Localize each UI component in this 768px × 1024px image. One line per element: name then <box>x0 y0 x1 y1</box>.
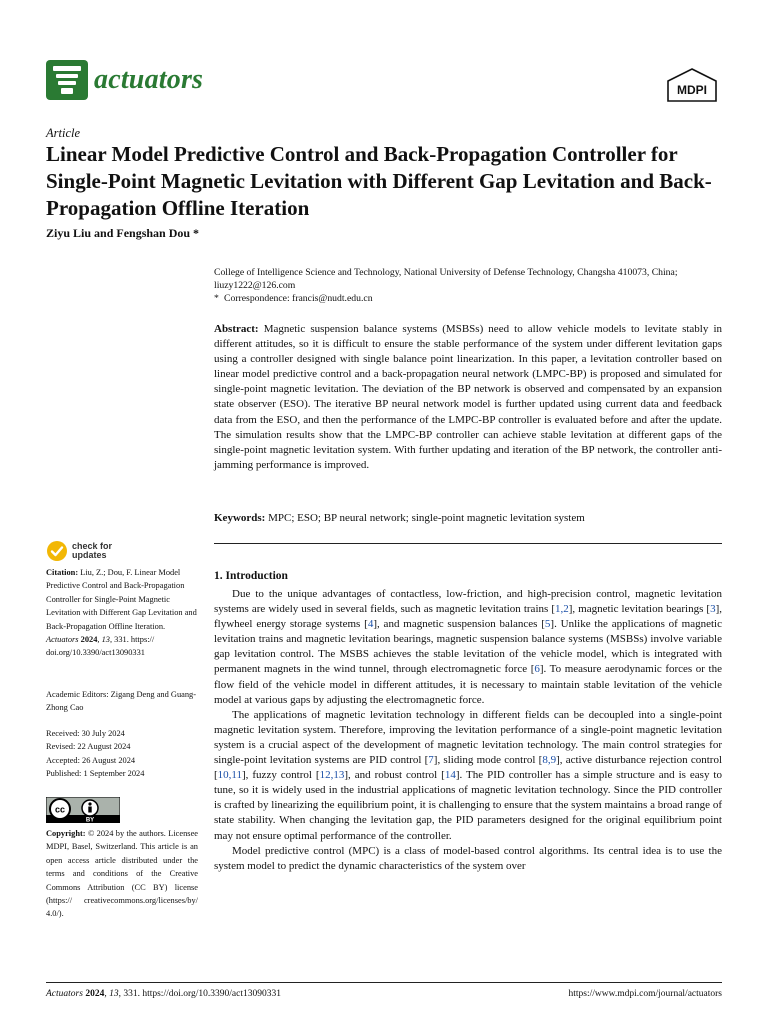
check-updates-line2: updates <box>72 550 107 560</box>
date-published: Published: 1 September 2024 <box>46 769 145 779</box>
citation-volume: 13 <box>101 635 110 645</box>
footer-journal-url[interactable]: https://www.mdpi.com/journal/actuators <box>568 989 722 999</box>
person-icon <box>88 802 91 805</box>
footer-year: 2024 <box>85 989 105 999</box>
footer-doi[interactable]: , 331. https://doi.org/10.3390/act13090331 <box>118 989 281 999</box>
citation-text: Liu, Z.; Dou, F. Linear Model Predictive Control and Back-Propagation Controller for Single-Point Magnetic Levitation with Different Gap Levitation and Back-Propagation Offline Iteration. <box>46 568 197 631</box>
abstract <box>214 322 722 473</box>
citation-link[interactable]: 5 <box>544 618 551 631</box>
keywords-text: MPC; ESO; BP neural network; single-point magnetic levitation system <box>268 512 585 524</box>
paragraph-2: The applications of magnetic levitation technology in different fields can be decoupled into a single-point magnetic levitation system. Therefore, improving the levitation performance of a single-point magnetic levitation system is a crucial aspect of the development of magnetic levitation technology. The main control strategies for single-point levitation systems are PID control [7], sliding mode control [8,9], active disturbance rejection control [10,11], fuzzy control [12,13], and robust control [14]. The PID controller has a simple structure and is easy to tune, so it is widely used in the industrial applications of magnetic levitation technology. Since the PID controller is crafted by linearizing the equilibrium point, it is challenging to ensure that the system maintains a broad range of state stability. When changing the levitation gap, the PID parameters designed for the original equilibrium point may not ensure optimal performance of the controller. <box>214 708 723 842</box>
citation-label: Citation: <box>46 568 79 577</box>
citation-link[interactable]: 10,11 <box>217 769 243 782</box>
citation-link[interactable]: 1,2 <box>554 603 569 616</box>
abstract-text: Magnetic suspension balance systems (MSBSs) need to allow vehicle models to levitate stably in different attitudes, so it is difficult to ensure the stable performance of the system under different levitation gaps using a controller designed with single balance point linearization. In this paper, a levitation controller based on linear model predictive control and a back-propagation neural network (LMPC-BP) is proposed and simulated for single-point magnetic levitation. The deviation of the BP network is observed and compensated by an expansion state observer (ESO). The iterative BP neural network model is further updated using current data and feedback data from the ESO, and then the performance of the LMPC-BP controller is evaluated before and after the update. The simulation results show that the LMPC-BP controller can achieve stable levitation at different gaps of the single-point magnetic levitation system. With further updating and iteration of the BP network, the controller anti-jamming performance is improved. <box>214 323 723 471</box>
publication-dates <box>46 727 198 781</box>
footer-divider <box>46 982 722 983</box>
editors-names: Zigang Deng and Guang-Zhong Cao <box>46 690 197 713</box>
citation-link[interactable]: 3 <box>710 603 716 616</box>
article-type: Article <box>46 126 81 140</box>
actuators-logo-icon <box>46 60 88 100</box>
citation-doi[interactable]: , 331. https:// doi.org/10.3390/act13090331 <box>46 635 155 658</box>
copyright-text: © 2024 by the authors. Licensee MDPI, Basel, Switzerland. This article is an open access article distributed under the terms and conditions of the Creative Commons Attribution (CC BY) license (https:// creativecommons.org/licenses/by/ 4.0/). <box>46 829 198 919</box>
citation-link[interactable]: 7 <box>428 754 434 767</box>
citation-journal: Actuators <box>46 635 79 645</box>
cc-text: cc <box>54 804 66 815</box>
citation-link[interactable]: 12,13 <box>319 769 345 782</box>
footer-journal: Actuators <box>46 989 83 999</box>
paragraph-3: Model predictive control (MPC) is a class of model-based control algorithms. Its central idea is to use the system model to predict the dynamic characteristics of the system over <box>214 844 722 872</box>
footer-volume: 13 <box>109 989 119 999</box>
abstract-label: Abstract: <box>214 323 259 335</box>
citation-link[interactable]: 8,9 <box>542 754 557 767</box>
mdpi-logo[interactable] <box>666 68 718 102</box>
publisher-name: MDPI <box>677 83 707 97</box>
footer-citation: Actuators 2024, 13, 331. https://doi.org/10.3390/act13090331 <box>46 989 281 999</box>
date-revised: Revised: 22 August 2024 <box>46 742 131 752</box>
paragraph-1: Due to the unique advantages of contactless, low-friction, and high-precision control, magnetic levitation systems are widely used in several fields, such as magnetic levitation trains [1,2], magnetic levitation bearings [3], flywheel energy storage systems [4], and magnetic suspension balances [5]. Unlike the applications of magnetic levitation trains and magnetic levitation bearings, magnetic suspension balance systems (MSBSs) involve variable gap levitation control. The MSBS achieves the stable levitation of the vehicle model, which is integrated with permanent magnets in the wind tunnel, through electromagnetic force [6]. To measure aerodynamic forces or the flow field of the vehicle model in different attitudes, it is necessary to maintain stable levitation of the vehicle model at various gaps by adjusting the electromagnetic force. <box>214 588 723 706</box>
affiliation: College of Intelligence Science and Technology, National University of Defense Technology, Changsha 410073, China; liuzy1222@126.com <box>214 267 678 291</box>
journal-logo[interactable] <box>46 60 203 100</box>
keywords <box>214 511 722 526</box>
correspondence-email[interactable]: Correspondence: francis@nudt.edu.cn <box>224 293 373 304</box>
copyright-label: Copyright: <box>46 829 86 838</box>
affiliation-block <box>214 266 722 305</box>
correspondence <box>214 292 722 305</box>
academic-editors <box>46 688 198 715</box>
journal-name: actuators <box>94 64 204 95</box>
copyright-block <box>46 827 198 921</box>
editors-label: Academic Editors: <box>46 690 109 699</box>
section-heading: 1. Introduction <box>214 570 288 582</box>
paper-title: Linear Model Predictive Control and Back-Propagation Controller for Single-Point Magnetic Levitation with Different Gap Levitation and Back-Propagation Offline Iteration <box>46 142 712 220</box>
date-received: Received: 30 July 2024 <box>46 729 125 738</box>
check-for-updates[interactable] <box>46 540 112 562</box>
correspondence-star: * <box>214 293 219 304</box>
citation-block: Citation: Liu, Z.; Dou, F. Linear Model Predictive Control and Back-Propagation Controller for Single-Point Magnetic Levitation with Different Gap Levitation and Back-Propagation Offline Iteration. Actuators 2024, 13, 331. https:// doi.org/10.3390/act13090331 <box>46 568 197 658</box>
check-updates-icon <box>46 540 68 562</box>
keywords-label: Keywords: <box>214 512 266 524</box>
citation-link[interactable]: 14 <box>444 769 456 782</box>
citation-year: 2024 <box>80 635 98 645</box>
citation-link[interactable]: 6 <box>534 663 540 676</box>
authors: Ziyu Liu and Fengshan Dou * <box>46 226 200 240</box>
check-updates-text <box>72 542 112 561</box>
check-updates-line1: check for <box>72 540 113 551</box>
cc-by-license-badge[interactable] <box>46 797 120 823</box>
body-text <box>214 587 722 874</box>
date-accepted: Accepted: 26 August 2024 <box>46 755 136 765</box>
citation-link[interactable]: 4 <box>367 618 374 631</box>
by-text: BY <box>85 817 95 823</box>
abstract-divider <box>214 543 722 544</box>
